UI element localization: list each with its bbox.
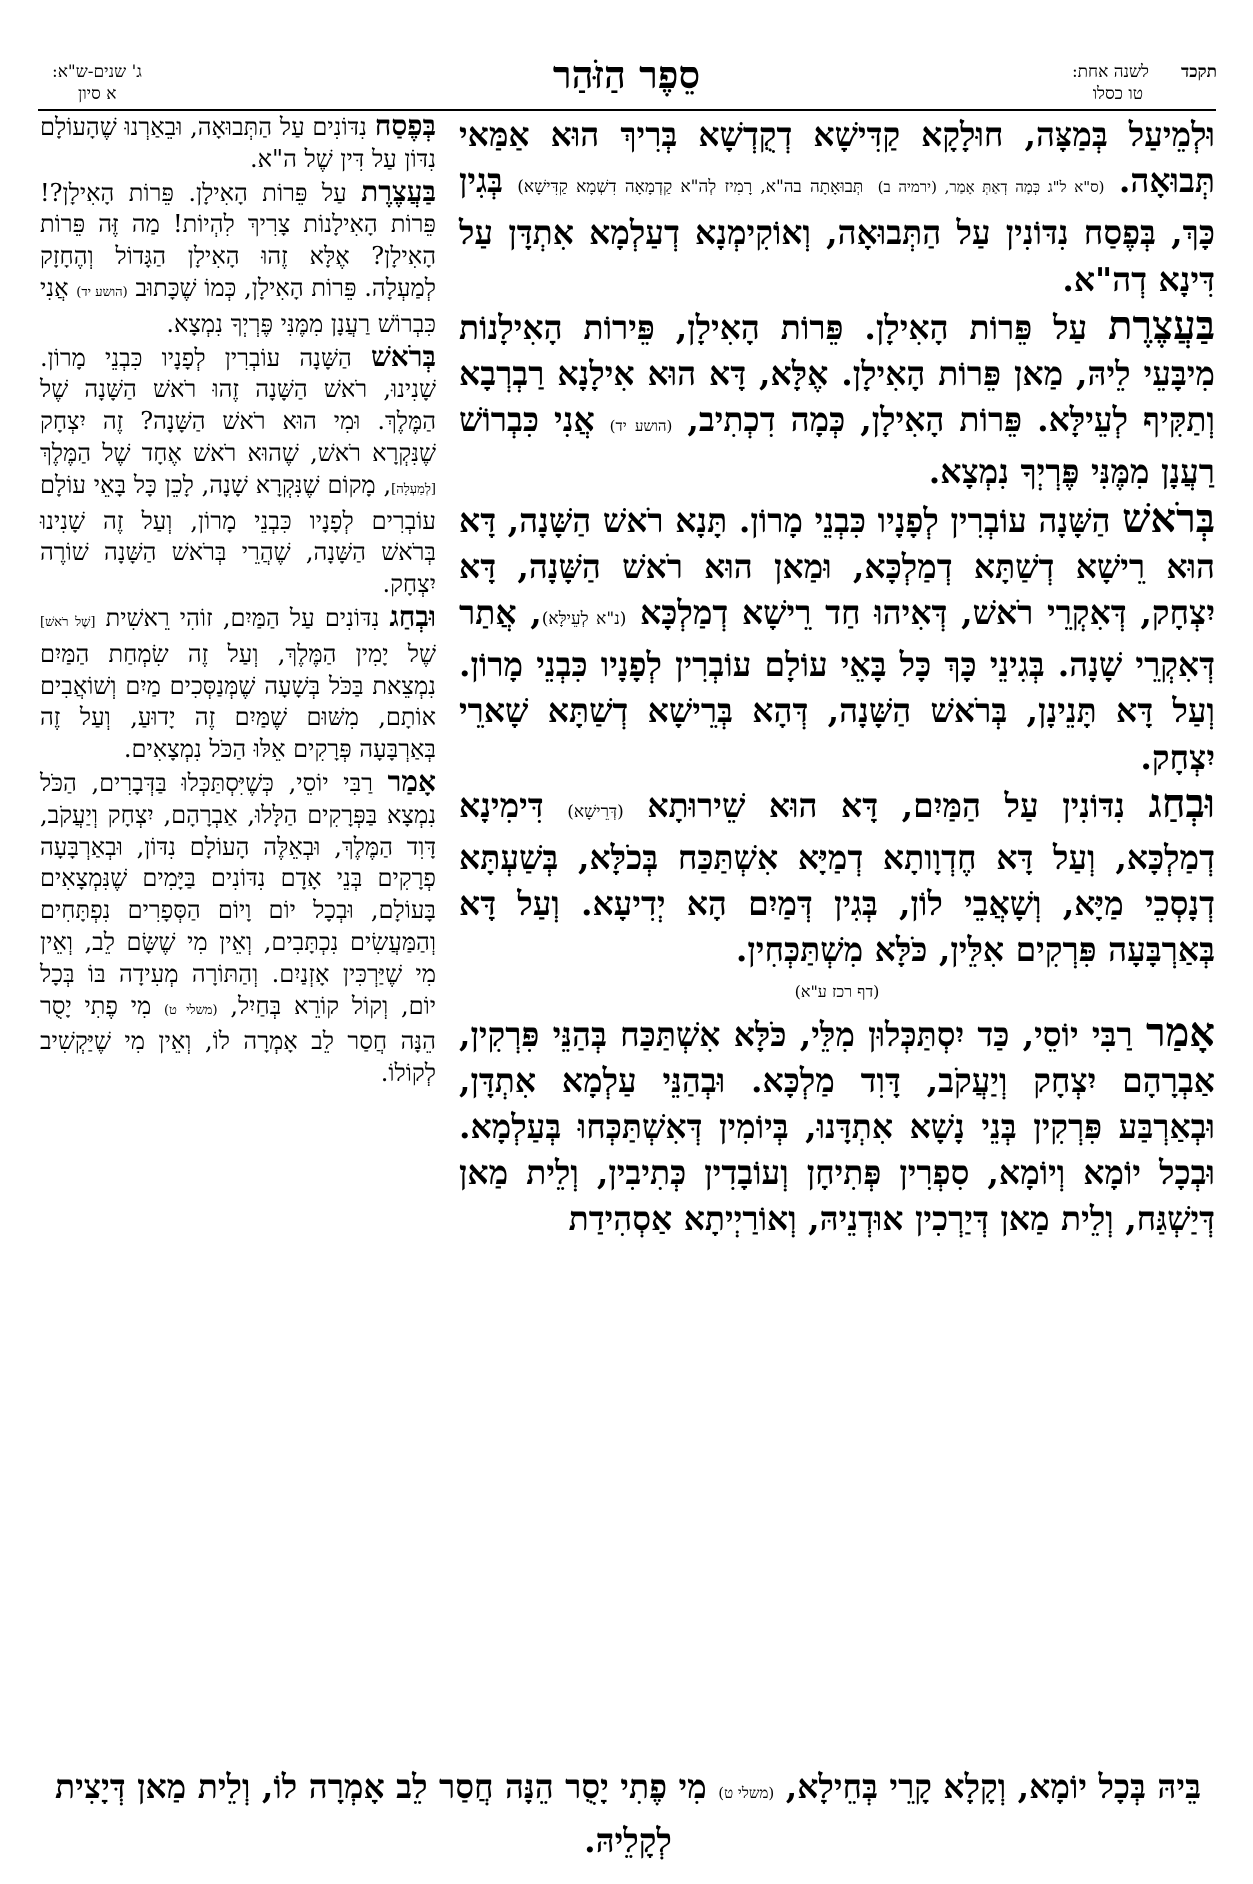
bottom-ref: (משלי ט) (718, 1784, 775, 1802)
side-s5-lead: אָמַר (387, 764, 436, 798)
side-s2-text: עַל פֵּרוֹת הָאִילָן. פֵּרוֹת הָאִילָן?! פֵּרוֹת הָאִילָנוֹת צָרִיךְ לִהְיוֹת! מַה זֶּה פֵּרוֹת הָאִילָן? אֶלָּא זֶהוּ הָאִילָן הַגָּדוֹל וְהֶחָזָק לְמַעְלָה. פֵּרוֹת הָאִילָן, כְּמוֹ שֶׁכָּתוּב (40, 178, 436, 302)
cycle-date: א סיון (78, 84, 117, 104)
main-p2-verse: אֲנִי כִּבְרוֹשׁ רַעֲנָן מִמֶּנִּי פֶּרְיְךָ נִמְצָא. (459, 400, 1215, 492)
cycle-label: ג' שנים-ש"א: (52, 62, 142, 82)
main-p2-text: עַל פֵּרוֹת הָאִילָן. פֵּרוֹת הָאִילָן, פֵּירוֹת הָאִילָנוֹת מִיבָּעֵי לֵיהּ, מַאן פֵּרוֹת הָאִילָן. אֶלָּא, דָּא הוּא אִילָנָא רַבְרְבָא וְתַקִּיף לְעֵילָּא. פֵּרוֹת הָאִילָן, כְּמָה דִכְתִיב, (459, 307, 1215, 440)
side-s1-text: נִדּוֹנִים עַל הַתְּבוּאָה, וּבֵאַרְנוּ שֶׁהָעוֹלָם נִדּוֹן עַל דִּין שֶׁל ה"א. (40, 113, 436, 173)
main-paragraph-4 (459, 781, 1215, 974)
side-s3-text: הַשָּׁנָה עוֹבְרִין לְפָנָיו כִּבְנֵי מָרוֹן. שָׁנִינוּ, רֹאשׁ הַשָּׁנָה זֶהוּ רֹאשׁ הַשָּׁנָה שֶׁל הַמֶּלֶךְ. וּמִי הוּא רֹאשׁ הַשָּׁנָה? זֶה יִצְחָק שֶׁנִּקְרָא רֹאשׁ, שֶׁהוּא רֹאשׁ אֶחָד שֶׁל הַמֶּלֶךְ (40, 343, 436, 467)
side-s2-ref: (הושע יד) (76, 284, 128, 300)
schedule-label: לשנה אחת: (1071, 62, 1149, 82)
bottom-continuation (40, 1763, 1216, 1865)
side-paragraph-2 (40, 176, 436, 341)
main-p5-lead: אָמַר (1145, 1008, 1215, 1056)
main-p1-rest: בְּגִין כָּךְ, בְּפֶסַח נִדּוֹנִין עַל הַתְּבוּאָה, וְאוֹקִימְנָא דְעַלְמָא אִתְדָּן עַל דִּינָא דְה"א. (459, 161, 1215, 299)
side-s4-note: [שֶׁל רֹאשׁ] (40, 614, 96, 630)
main-p3-text: הַשָּׁנָה עוֹבְרִין לְפָנָיו כִּבְנֵי מָרוֹן. תָּנָא רֹאשׁ הַשָּׁנָה, דָּא הוּא רֵישָׁא דְשַׁתָּא דְמַלְכָּא, וּמַאן הוּא רֹאשׁ הַשָּׁנָה, דָּא יִצְחָק, דְּאִקְרֵי רֹאשׁ, דְּאִיהוּ חַד רֵישָׁא דְמַלְכָּא (459, 500, 1215, 633)
main-paragraph-5 (459, 1010, 1215, 1243)
side-s3-rest: , מָקוֹם שֶׁנִּקְרָא שָׁנָה, לָכֵן כָּל בָּאֵי עוֹלָם עוֹבְרִים לְפָנָיו כִּבְנֵי מָרוֹן, וְעַל זֶה שָׁנִינוּ בְּרֹאשׁ הַשָּׁנָה, שֶׁהֲרֵי בְּרֹאשׁ הַשָּׁנָה שׁוֹרֶה יִצְחָק. (40, 470, 436, 599)
side-s4-lead: וּבְחַג (389, 599, 437, 633)
side-s5-text: רַבִּי יוֹסֵי, כְּשֶׁיִּסְתַּכְּלוּ בַּדְּבָרִים, הַכֹּל נִמְצָא בַּפְּרָקִים הַלָּלוּ, אַבְרָהָם, יִצְחָק וְיַעֲקֹב, דָּוִד הַמֶּלֶךְ, וּבְאֵלֶּה הָעוֹלָם נִדּוֹן, וּבְאַרְבָּעָה פְרָקִים בְּנֵי אָדָם נִדּוֹנִים בַּיָּמִים שֶׁנִּמְצָאִים בָּעוֹלָם, וּבְכָל יוֹם וָיוֹם הַסְּפָרִים נִפְתָּחִים וְהַמַּעֲשִׂים נִכְתָּבִים, וְאֵין מִי שֶׁשָּׂם לֵב, וְאֵין מִי שֶׁיַּרְכִּין אָזְנַיִם. וְהַתּוֹרָה מְעִידָה בּוֹ בְּכָל יוֹם, וְקוֹל קוֹרֵא בְּחַיִל, (40, 768, 436, 1020)
bottom-text: בֵּיהּ בְּכָל יוֹמָא, וְקָלָא קָרֵי בְּחֵילָא, (785, 1767, 1201, 1806)
main-p4-text: נִדּוֹנִין עַל הַמַּיִם, דָּא הוּא שֵׁירוּתָא (647, 785, 1126, 825)
main-p1-ref: (ס"א ל"ג כְּמָה דְאַתְּ אָמַר, (ירמיה ב) (877, 178, 1105, 197)
main-paragraph-1 (459, 112, 1215, 303)
side-paragraph-1 (40, 110, 436, 176)
side-paragraph-4 (40, 601, 436, 766)
side-paragraph-3 (40, 341, 436, 601)
translation-column (40, 110, 436, 1090)
side-s5-ref: (משלי ט) (163, 1002, 218, 1018)
side-s1-lead: בְּפֶסַח (374, 109, 437, 142)
main-p2-ref: (הושע יד) (609, 417, 673, 436)
page-marker: תקכד (1181, 62, 1217, 82)
side-paragraph-5 (40, 766, 436, 1090)
side-s3-note: [לְמַעְלָה] (391, 481, 436, 497)
side-s4-rest: שֶׁל יָמִין הַמֶּלֶךְ, וְעַל זֶה שִׂמְחַת הַמַּיִם נִמְצֵאת בַּכֹּל בְּשָׁעָה שֶׁמְּנַסְּכִים מַיִם וְשׁוֹאֲבִים אוֹתָם, מִשּׁוּם שֶׁמַּיִם זֶה יָדוּעַ, וְעַל זֶה בְּאַרְבָּעָה פְּרָקִים אֵלּוּ הַכֹּל נִמְצָאִים. (40, 639, 436, 764)
bottom-verse: מִי פֶתִי יָסֻר הֵנָּה חֲסַר לֵב אָמְרָה לוֹ, וְלֵית מַאן דְּיָצִית לְקָלֵיהּ. (55, 1767, 707, 1860)
main-p2-lead: בַּעֲצֶרֶת (1108, 301, 1215, 349)
main-p1-text: וּלְמֵיעַל בְּמַצָּה, חוּלָקָא קַדִּישָׁא דְקֻדְשָׁא בְּרִיךְ הוּא אַמַּאי תְּבוּאָה. (459, 115, 1215, 201)
main-p5-text: רַבִּי יוֹסֵי, כַּד יִסְתַּכְּלוּן מִלֵּי, כֹּלָּא אִשְׁתַּכַּח בְּהַנֵּי פִּרְקִין, אַבְרָהָם יִצְחָק וְיַעֲקֹב, דָּוִד מַלְכָּא. וּבְהַנֵּי עַלְמָא אִתְדָּן, וּבְאַרְבַּע פִּרְקִין בְּנֵי נָשָׁא אִתְדָּנוּ, בְּיוֹמִין דְּאִשְׁתַּכְּחוּ בְּעַלְמָא. וּבְכָל יוֹמָא וְיוֹמָא, סִפְרִין פְּתִיחָן וְעוֹבָדִין כְּתִיבִין, וְלֵית מַאן דְּיַשְׁגַּח, וְלֵית מַאן דְּיַרְכִין אוּדְנֵיהּ, וְאוֹרַיְיתָא אַסְהִידַת (459, 1014, 1215, 1239)
side-s2-lead: בַּעֲצֶרֶת (361, 174, 436, 208)
main-p4-note: (דְּרֵישָׁא) (567, 801, 624, 822)
bottom-paragraph (40, 1763, 1216, 1865)
side-s4-text: נִדּוֹנִים עַל הַמַּיִם, זוֹהִי רֵאשִׁית (105, 603, 380, 632)
main-p1-note: תְּבוּאָתָה בה"א, רָמִיז לְה"א קַדְמָאָה דִשְׁמָא קַדִּישָׁא) (517, 177, 864, 198)
main-column (459, 112, 1215, 1243)
schedule-date: טו כסלו (1092, 84, 1143, 104)
main-p4-lead: וּבְחַג (1148, 779, 1216, 827)
main-p3-lead: בְּרֹאשׁ (1122, 494, 1215, 542)
side-s2-verse: אֲנִי כִּבְרוֹשׁ רַעֲנָן מִמֶּנִּי פֶּרְיְךָ נִמְצָא. (40, 273, 436, 338)
main-p4-rest: דִּימִינָא דְמַלְכָּא, וְעַל דָּא חֶדְוָותָא דְמַיָּא אִשְׁתַּכַּח בְּכֹלָּא, בְּשַׁעְתָּא דְנָסְכֵי מַיָּא, וְשָׁאֲבֵי לוֹן, בְּגִין דְּמַיִם הָא יְדִיעָא. וְעַל דָּא בְּאַרְבָּעָה פִּרְקִים אִלֵּין, כֹּלָּא מִשְׁתַּכְּחִין. (459, 785, 1215, 970)
daf-marker: (דף רכז ע"א) (794, 981, 880, 1001)
book-title: סֵפֶר הַזֹּהַר (552, 52, 701, 97)
main-p3-note: (נ"א לְעֵילָּא) (541, 609, 627, 630)
main-p3-rest: , אֲתַר דְּאִקְרֵי שָׁנָה. בְּגִינֵי כָּךְ כָּל בָּאֵי עוֹלָם עוֹבְרִין לְפָנָיו כִּבְנֵי מָרוֹן. וְעַל דָּא תָּנֵינָן, בְּרֹאשׁ הַשָּׁנָה, דְּהָא בְּרֵישָׁא דְשַׁתָּא שָׁארֵי יִצְחָק. (459, 593, 1215, 777)
main-paragraph-2 (459, 303, 1215, 496)
side-s5-verse: מִי פֶתִי יָסֻר הֵנָּה חֲסַר לֵב אָמְרָה לוֹ, וְאֵין מִי שֶׁיַּקְשִׁיב לְקוֹלוֹ. (40, 991, 436, 1088)
side-s3-lead: בְּרֹאשׁ (370, 339, 436, 373)
main-paragraph-3 (459, 496, 1215, 781)
